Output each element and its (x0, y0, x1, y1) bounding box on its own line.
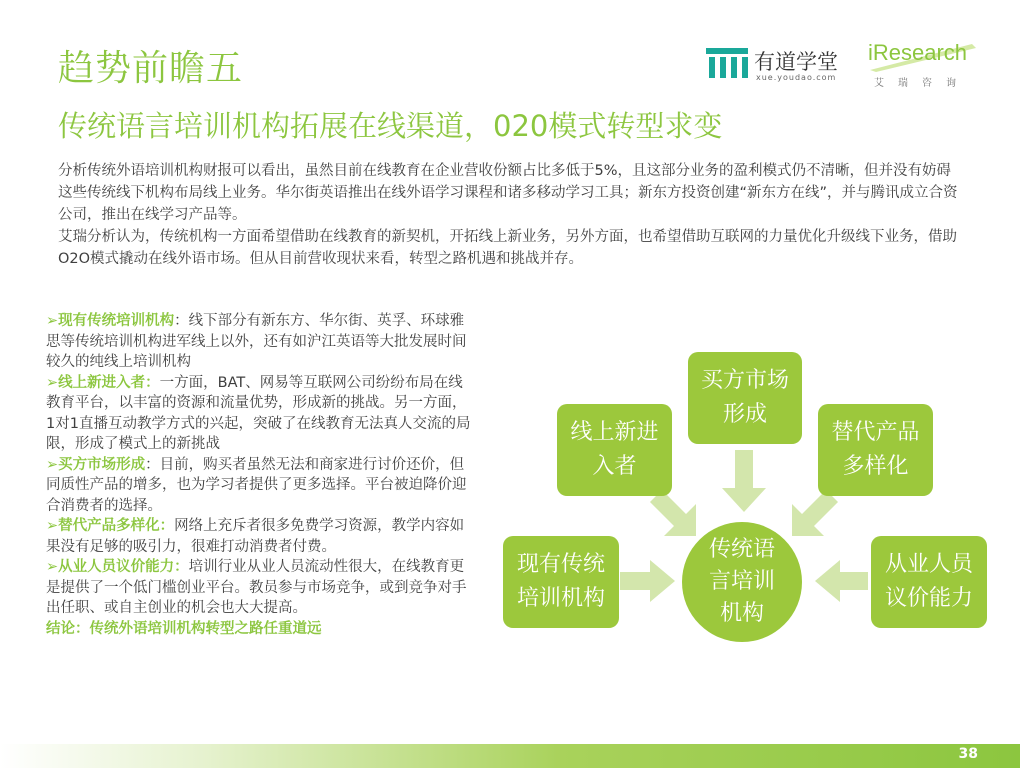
analysis-points (46, 311, 471, 639)
youdao-name: 有道学堂 (754, 50, 838, 74)
five-forces-diagram (500, 340, 1000, 660)
arrow-upper-left-icon (650, 490, 696, 536)
point-staff-bargaining (46, 557, 471, 619)
node-label: 议价能力 (884, 586, 973, 611)
page-title: 趋势前瞻五 (58, 48, 244, 89)
point-heading: 从业人员议价能力： (58, 559, 189, 575)
youdao-mark-icon (706, 48, 748, 78)
page-number: 38 (958, 746, 978, 762)
point-heading: 买方市场形成 (58, 456, 146, 473)
node-label: 买方市场 (700, 368, 789, 393)
center-label: 言培训 (708, 569, 775, 594)
point-heading: 线上新进入者： (58, 374, 160, 391)
arrow-left-icon (620, 560, 675, 602)
intro-paragraph-2: 艾瑞分析认为，传统机构一方面希望借助在线教育的新契机，开拓线上新业务，另外方面，也希望借助互联网的力量优化升级线下业务，借助O2O模式撬动在线外语市场。但从目前营收现状来看，转型之路机遇和挑战并存。 (58, 229, 957, 267)
bullet-arrow-icon: ➢ (46, 559, 59, 575)
arrow-right-icon (815, 560, 868, 602)
intro-paragraph-1: 分析传统外语培训机构财报可以看出，虽然目前在线教育在企业营收份额占比多低于5%，且这部分业务的盈利模式仍不清晰，但并没有妨碍这些传统线下机构布局线上业务。华尔街英语推出在线外语学习课程和诸多移动学习工具；新东方投资创建“新东方在线”，并与腾讯成立合资公司，推出在线学习产品等。 (58, 163, 958, 223)
point-heading: 替代产品多样化： (58, 518, 175, 534)
point-text: 一方面，BAT、网易等互联网公司纷纷布局在线教育平台，以丰富的资源和流量优势，形成新的挑战。另一方面，1对1直播互动教学方式的兴起，突破了在线教育无法真人交流的局限，形成了模式上的新挑战 (46, 374, 471, 452)
iresearch-logo (868, 40, 978, 90)
node-existing-institutions (503, 536, 619, 628)
youdao-logo (706, 46, 856, 86)
bullet-arrow-icon: ➢ (46, 313, 59, 329)
node-center (682, 522, 802, 642)
youdao-url: xue.youdao.com (756, 73, 837, 82)
node-label: 入者 (592, 454, 637, 479)
page-subtitle: 传统语言培训机构拓展在线渠道，020模式转型求变 (58, 109, 723, 143)
node-staff-bargaining (871, 536, 987, 628)
bullet-arrow-icon: ➢ (46, 456, 59, 473)
node-new-entrants (557, 404, 672, 496)
intro-text (58, 160, 963, 270)
iresearch-wordmark: iResearch (868, 40, 968, 65)
point-buyer-market (46, 455, 471, 517)
footer-bar (0, 744, 1020, 768)
bullet-arrow-icon: ➢ (46, 374, 59, 391)
arrow-top-icon (722, 450, 766, 512)
node-label: 多样化 (842, 454, 909, 479)
point-text: ：目前，购买者虽然无法和商家进行讨价还价，但同质性产品的增多，也为学习者提供了更多选择。平台被迫降价迎合消费者的选择。 (46, 456, 467, 514)
bullet-arrow-icon: ➢ (46, 518, 59, 534)
arrow-upper-right-icon (792, 490, 838, 536)
node-label: 线上新进 (570, 420, 659, 445)
point-heading: 现有传统培训机构 (58, 313, 175, 329)
node-label: 替代产品 (831, 420, 920, 445)
node-substitutes (818, 404, 933, 496)
iresearch-cn: 艾瑞咨询 (874, 78, 970, 89)
conclusion: 结论：传统外语培训机构转型之路任重道远 (46, 620, 322, 637)
center-label: 传统语 (708, 537, 775, 562)
point-text: 培训行业从业人员流动性很大，在线教育更是提供了一个低门槛创业平台。教员参与市场竞争，或到竞争对手出任职、或自主创业的机会也大大提高。 (46, 559, 467, 616)
point-new-entrants (46, 373, 471, 455)
point-substitutes (46, 516, 471, 557)
point-existing (46, 311, 471, 373)
node-label: 现有传统 (516, 552, 605, 577)
point-text: ：线下部分有新东方、华尔街、英孚、环球雅思等传统培训机构进军线上以外，还有如沪江英语等大批发展时间较久的纯线上培训机构 (46, 313, 467, 370)
center-label: 机构 (719, 601, 764, 626)
point-text: 网络上充斥者很多免费学习资源，教学内容如果没有足够的吸引力，很难打动消费者付费。 (46, 518, 465, 555)
node-label: 形成 (722, 402, 767, 427)
node-buyer-market (688, 352, 802, 444)
node-label: 从业人员 (884, 552, 973, 577)
node-label: 培训机构 (516, 586, 605, 611)
